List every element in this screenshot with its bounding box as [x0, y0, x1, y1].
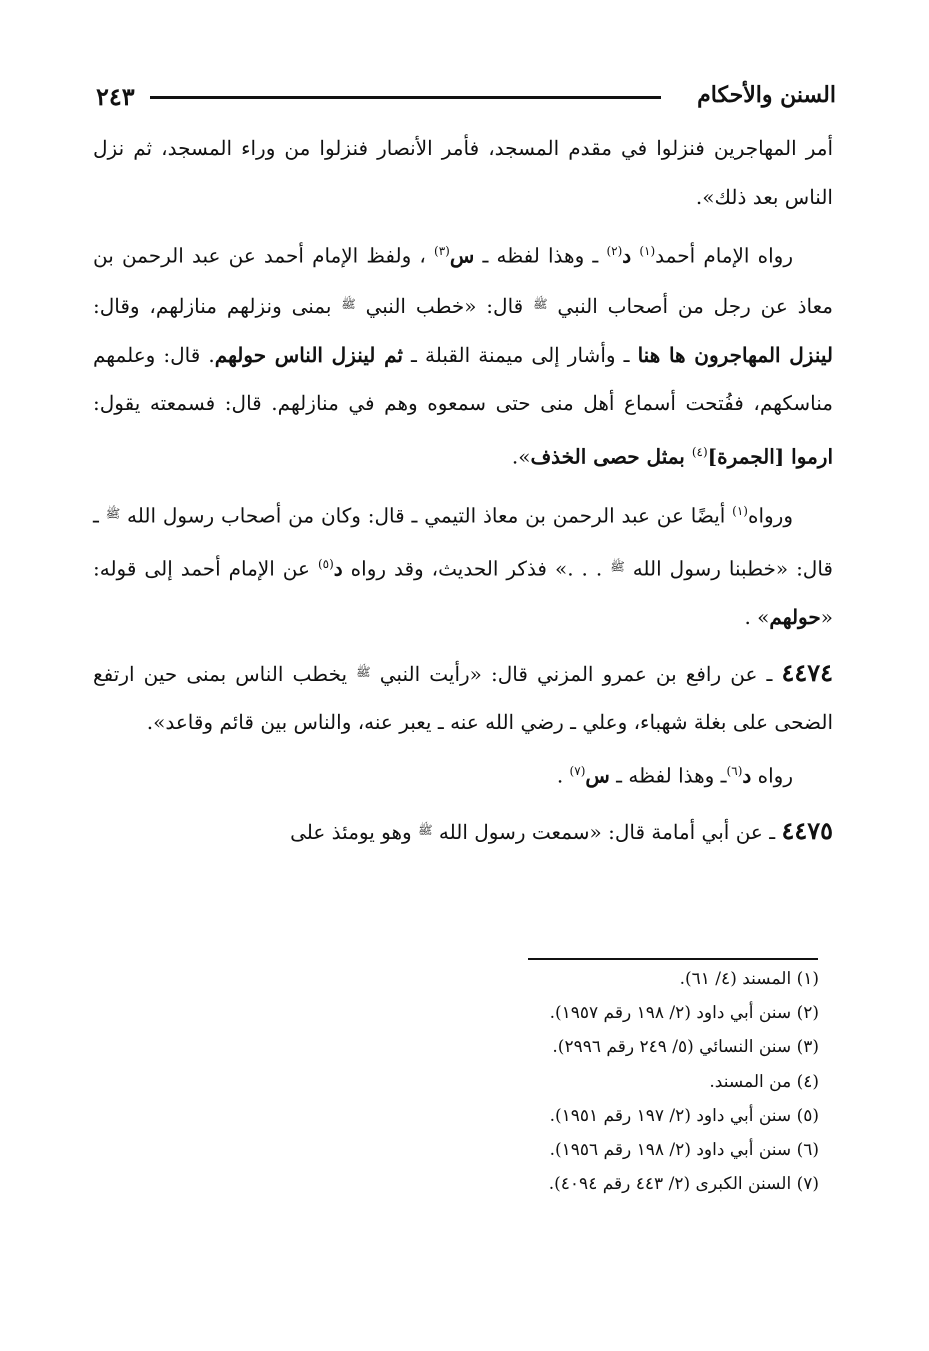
hadith-quote: ثم لينزل الناس حولهم: [214, 342, 403, 367]
footnote-ref: (٥): [317, 556, 334, 571]
paragraph-ahmad-narration: رواه الإمام أحمد$^{(١)}$ د$^{(٢)}$ ـ وهذا لفظه ـ س$^{(٣)}$ ، ولفظ الإمام أحمد عن عبد الرحمن بن معاذ عن رجل من أصحاب النبي $^ﷺ$ قال: «خطب النبي $^ﷺ$ بمنى ونزلهم منازلهم، وقال: لينزل المهاجرون ها هنا ـ وأشار إلى ميمنة القبلة ـ ثم لينزل الناس حولهم. قال: وعلمهم مناسكهم، ففُتحت أسماع أهل منى حتى سمعوه وهم في منازلهم. قال: فسمعته يقول: ارموا [الجمرة]$^{(٤)}$ بمثل حصى الخذف».: [93, 243, 834, 469]
footnote-ref: (٤): [691, 444, 708, 459]
hadith-quote: بمثل حصى الخذف: [530, 444, 692, 469]
footnotes: [339, 962, 819, 1201]
footnote-item: (١) المسند (٤/ ٦١).: [679, 969, 819, 989]
paragraph-continuation: أمر المهاجرين فنزلوا في مقدم المسجد، فأمر الأنصار فنزلوا من وراء المسجد، ثم نزل الناس بعد ذلك».: [93, 136, 833, 209]
salawat-glyph: ﷺ: [341, 297, 356, 312]
hadith-number: ٤٤٧٥: [781, 815, 833, 845]
abbrev-dawud: د: [742, 763, 752, 788]
hadith-quote: لينزل المهاجرون ها هنا: [637, 342, 833, 367]
running-header: [96, 82, 836, 122]
hadith-4475: ٤٤٧٥ ـ عن أبي أمامة قال: «سمعت رسول الله $^ﷺ$ وهو يومئذ على: [290, 815, 833, 845]
footnote-ref: (٦): [726, 763, 743, 778]
footnote-item: (٦) سنن أبي داود (٢/ ١٩٨ رقم ١٩٥٦).: [549, 1140, 819, 1161]
footnote-item: (٥) سنن أبي داود (٢/ ١٩٧ رقم ١٩٥١).: [549, 1105, 819, 1126]
page-number: ٢٤٣: [96, 82, 135, 111]
footnote-item: (٣) سنن النسائي (٥/ ٢٤٩ رقم ٢٩٩٦).: [552, 1037, 819, 1058]
footnote-divider: [528, 958, 818, 960]
footnote-item: (٢) سنن أبي داود (٢/ ١٩٨ رقم ١٩٥٧).: [549, 1003, 819, 1024]
abbrev-dawud: د: [622, 243, 632, 268]
salawat-glyph: ﷺ: [610, 559, 625, 574]
footnote-item: (٤) من المسند.: [709, 1071, 819, 1092]
hadith-quote: ارموا [الجمرة]: [707, 444, 833, 469]
salawat-glyph: ﷺ: [533, 297, 548, 312]
header-rule: [150, 96, 661, 99]
footnote-ref: (٣): [434, 244, 450, 258]
paragraph-second-narration: ورواه$^{(١)}$ أيضًا عن عبد الرحمن بن معاذ التيمي ـ قال: وكان من أصحاب رسول الله $^ﷺ$ ـ قال: «خطبنا رسول الله $^ﷺ$ . . .» فذكر الحديث، وقد رواه د$^{(٥)}$ عن الإمام أحمد إلى قوله: «حولهم» .: [93, 503, 833, 630]
chapter-title: السنن والأحكام: [697, 82, 836, 108]
paragraph-source-note: رواه د$^{(٦)}$ـ وهذا لفظه ـ س$^{(٧)}$ .: [556, 763, 793, 788]
footnote-ref: (٧): [569, 763, 586, 778]
hadith-4474: ٤٤٧٤ ـ عن رافع بن عمرو المزني قال: «رأيت النبي $^ﷺ$ يخطب الناس بمنى حين ارتفع الضحى على بغلة شهباء، وعلي ـ رضي الله عنه ـ يعبر عنه، والناس بين قائم وقاعد».: [93, 657, 833, 735]
salawat-glyph: ﷺ: [105, 506, 121, 521]
abbrev-nasai: س: [449, 243, 475, 268]
footnote-ref: (٢): [606, 244, 623, 258]
abbrev-nasai: س: [585, 763, 610, 788]
abbrev-dawud: د: [333, 556, 343, 581]
hadith-number: ٤٤٧٤: [781, 657, 833, 687]
footnote-ref: (١): [732, 503, 748, 518]
footnote-ref: (١): [639, 244, 656, 258]
main-text: [93, 124, 833, 856]
footnote-item: (٧) السنن الكبرى (٢/ ٤٤٣ رقم ٤٠٩٤).: [548, 1174, 819, 1195]
hadith-quote: حولهم: [769, 605, 821, 630]
salawat-glyph: ﷺ: [418, 822, 433, 837]
salawat-glyph: ﷺ: [356, 664, 371, 679]
